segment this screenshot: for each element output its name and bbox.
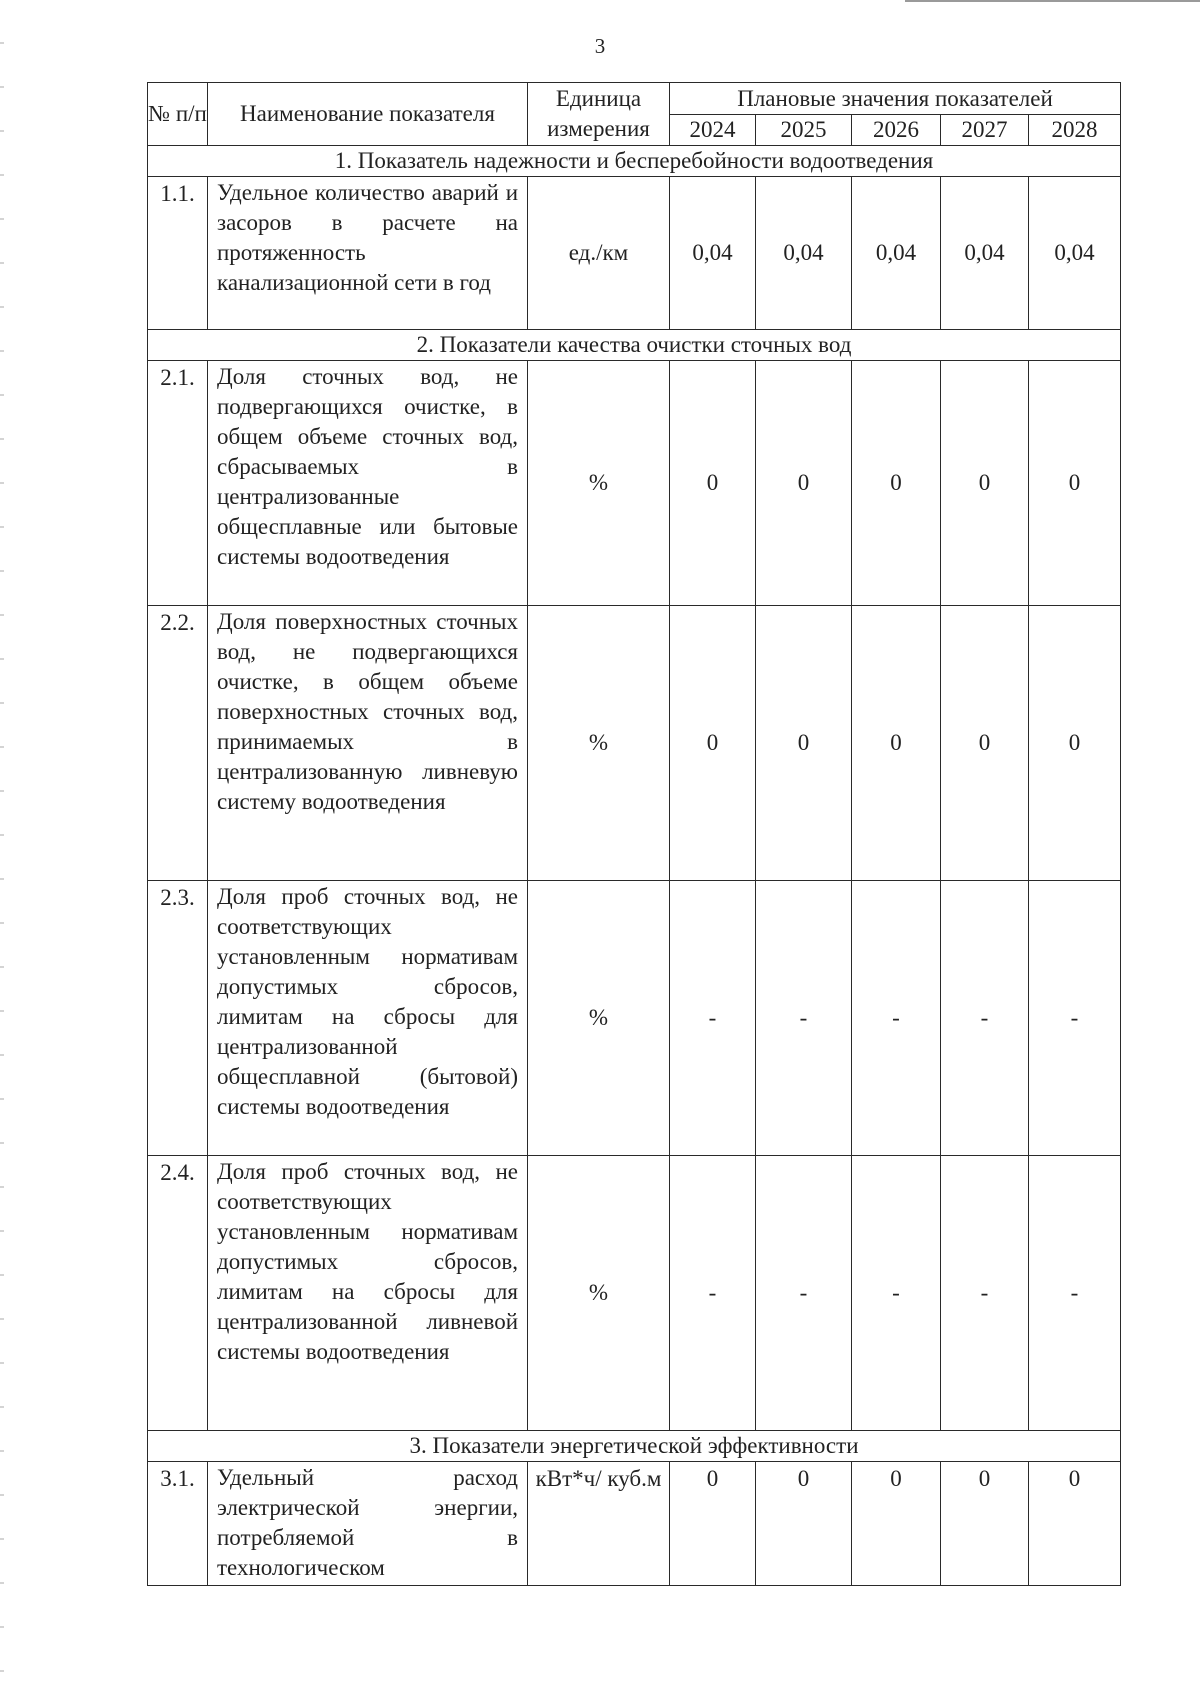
row-value: - (756, 881, 852, 1156)
header-planned: Плановые значения показателей (670, 83, 1121, 115)
row-value: 0 (1029, 606, 1121, 881)
row-value: 0 (670, 606, 756, 881)
header-year: 2027 (941, 115, 1029, 146)
header-year: 2024 (670, 115, 756, 146)
row-unit: ед./км (528, 177, 670, 330)
row-value: 0 (852, 606, 941, 881)
table-row (148, 606, 1121, 881)
table-row (148, 1462, 1121, 1586)
row-num: 2.3. (148, 881, 208, 1156)
header-unit: Единица измерения (528, 83, 670, 146)
row-value: 0 (941, 606, 1029, 881)
row-name: Доля поверхностных сточных вод, не подвергающихся очистке, в общем объеме поверхностных сточных вод, принимаемых в централизованную ливневую систему водоотведения (208, 606, 528, 881)
row-value: - (756, 1156, 852, 1431)
row-value: 0 (941, 1462, 1029, 1586)
section-title: 2. Показатели качества очистки сточных вод (148, 330, 1121, 361)
section-title: 1. Показатель надежности и бесперебойности водоотведения (148, 146, 1121, 177)
indicators-table (147, 82, 1121, 1586)
row-value: 0 (1029, 361, 1121, 606)
row-num: 1.1. (148, 177, 208, 330)
header-num: № п/п (148, 83, 208, 146)
header-year: 2028 (1029, 115, 1121, 146)
row-value: 0,04 (941, 177, 1029, 330)
scan-margin-ticks (0, 0, 4, 1698)
row-value: 0,04 (756, 177, 852, 330)
table-row (148, 1156, 1121, 1431)
row-value: - (670, 881, 756, 1156)
row-value: 0 (852, 361, 941, 606)
row-value: 0 (1029, 1462, 1121, 1586)
header-year: 2025 (756, 115, 852, 146)
row-value: 0 (670, 361, 756, 606)
row-num: 2.1. (148, 361, 208, 606)
row-value: - (1029, 881, 1121, 1156)
row-name: Удельный расход электрической энергии, потребляемой в технологическом (208, 1462, 528, 1586)
row-value: 0 (670, 1462, 756, 1586)
row-value: 0 (756, 361, 852, 606)
row-value: - (670, 1156, 756, 1431)
section-title: 3. Показатели энергетической эффективности (148, 1431, 1121, 1462)
row-unit: кВт*ч/ куб.м (528, 1462, 670, 1586)
row-num: 3.1. (148, 1462, 208, 1586)
scan-edge-line (905, 0, 1200, 2)
table-row (148, 361, 1121, 606)
row-unit: % (528, 606, 670, 881)
row-value: 0,04 (852, 177, 941, 330)
row-unit: % (528, 361, 670, 606)
row-value: - (852, 881, 941, 1156)
row-num: 2.2. (148, 606, 208, 881)
header-year: 2026 (852, 115, 941, 146)
row-name: Доля сточных вод, не подвергающихся очистке, в общем объеме сточных вод, сбрасываемых в централизованные общесплавные или бытовые системы водоотведения (208, 361, 528, 606)
row-value: - (941, 881, 1029, 1156)
row-value: 0 (756, 1462, 852, 1586)
row-unit: % (528, 881, 670, 1156)
row-value: 0,04 (670, 177, 756, 330)
row-name: Доля проб сточных вод, не соответствующих установленным нормативам допустимых сбросов, лимитам на сбросы для централизованной общесплавной (бытовой) системы водоотведения (208, 881, 528, 1156)
row-value: 0 (852, 1462, 941, 1586)
page-number: 3 (594, 34, 606, 58)
row-name: Доля проб сточных вод, не соответствующих установленным нормативам допустимых сбросов, лимитам на сбросы для централизованной ливневой системы водоотведения (208, 1156, 528, 1431)
table-row (148, 177, 1121, 330)
row-value: - (1029, 1156, 1121, 1431)
row-value: 0,04 (1029, 177, 1121, 330)
row-value: - (852, 1156, 941, 1431)
row-unit: % (528, 1156, 670, 1431)
row-value: 0 (941, 361, 1029, 606)
row-value: 0 (756, 606, 852, 881)
row-num: 2.4. (148, 1156, 208, 1431)
row-value: - (941, 1156, 1029, 1431)
table-row (148, 881, 1121, 1156)
header-name: Наименование показателя (208, 83, 528, 146)
row-name: Удельное количество аварий и засоров в расчете на протяженность канализационной сети в год (208, 177, 528, 330)
